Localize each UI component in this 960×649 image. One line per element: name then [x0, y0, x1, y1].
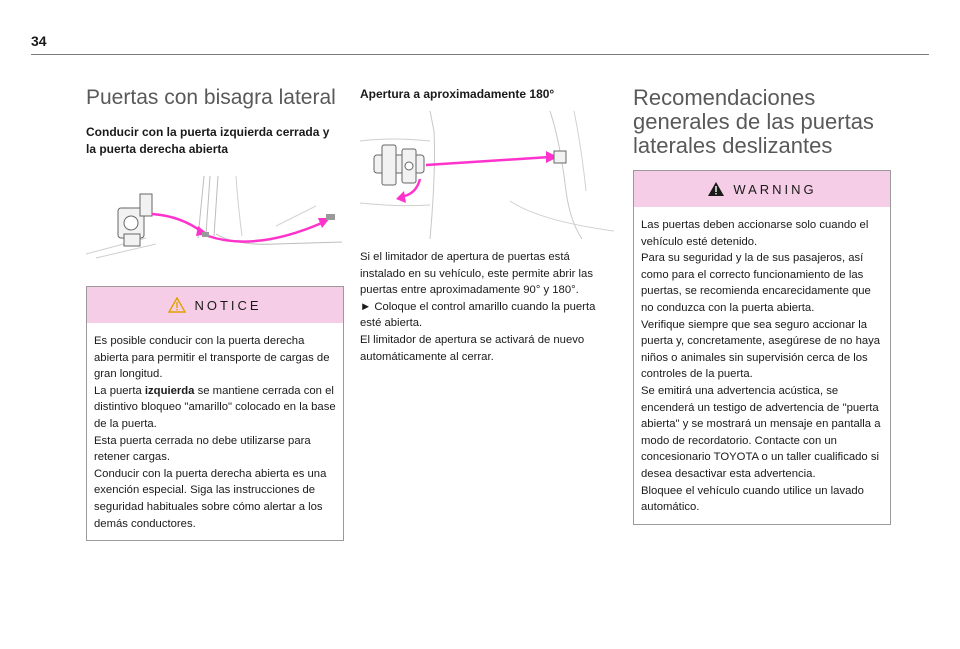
notice-label: NOTICE [194, 297, 262, 313]
column-sliding-doors [633, 86, 889, 158]
notice-paragraph-3: Esta puerta cerrada no debe utilizarse para retener cargas. [94, 434, 311, 464]
warning-paragraph-2: Para su seguridad y la de sus pasajeros, así como para el correcto funcionamiento de las puertas, se recomienda encarecidamente que no conduzca con la puerta abierta. [641, 252, 871, 314]
section-title-sliding-doors: Recomendaciones generales de las puertas laterales deslizantes [633, 85, 874, 158]
opening-paragraph-2: ► Coloque el control amarillo cuando la puerta esté abierta. [360, 300, 596, 330]
caution-triangle-icon [168, 297, 186, 313]
illustration-door-lock-bottom [86, 176, 342, 266]
header-rule [31, 54, 929, 55]
warning-body [634, 207, 890, 524]
warning-paragraph-3: Verifique siempre que sea seguro accionar la puerta y, concretamente, asegúrese de no haya niños o animales sin supervisión cerca de los controles de la puerta. [641, 318, 881, 381]
page-number: 34 [31, 33, 47, 49]
notice-paragraph-4: Conducir con la puerta derecha abierta es una exención especial. Siga las instrucciones de seguridad habituales sobre cómo alertar a los demás conductores. [94, 467, 327, 530]
section-title-side-hinged-doors: Puertas con bisagra lateral [86, 86, 336, 109]
warning-triangle-icon [707, 181, 725, 197]
notice-body [87, 323, 343, 540]
opening-paragraph-1: Si el limitador de apertura de puertas está instalado en su vehículo, este permite abrir las puertas entre aproximadamente 90° y 180°. [360, 251, 593, 297]
warning-paragraph-4: Se emitirá una advertencia acústica, se encenderá un testigo de advertencia de "puerta abierta" y se mostrará un mensaje en pantalla a modo de recordatorio. Contacte con un concesionario TOYOTA o un taller cualificado si desea desactivar esta advertencia. [641, 384, 881, 480]
warning-box [633, 170, 891, 525]
warning-label: WARNING [733, 181, 817, 197]
subheading-opening-180: Apertura a aproximadamente 180° [360, 87, 555, 101]
column-opening-180 [360, 86, 614, 365]
warning-header [634, 171, 890, 207]
notice-paragraph-1: Es posible conducir con la puerta derecha abierta para permitir el transporte de cargas de gran longitud. [94, 335, 330, 381]
opening-180-text [360, 249, 614, 365]
notice-header [87, 287, 343, 323]
notice-paragraph-2: La puerta izquierda se mantiene cerrada con el distintivo bloqueo "amarillo" colocado en la base de la puerta. [94, 384, 336, 430]
warning-paragraph-5: Bloquee el vehículo cuando utilice un lavado automático. [641, 484, 864, 514]
column-side-hinged-doors [86, 86, 342, 266]
subheading-driving-door-open: Conducir con la puerta izquierda cerrada y la puerta derecha abierta [86, 125, 330, 156]
opening-paragraph-3: El limitador de apertura se activará de nuevo automáticamente al cerrar. [360, 333, 585, 363]
warning-paragraph-1: Las puertas deben accionarse solo cuando el vehículo esté detenido. [641, 219, 869, 248]
notice-box [86, 286, 344, 541]
illustration-door-limiter [360, 111, 614, 239]
